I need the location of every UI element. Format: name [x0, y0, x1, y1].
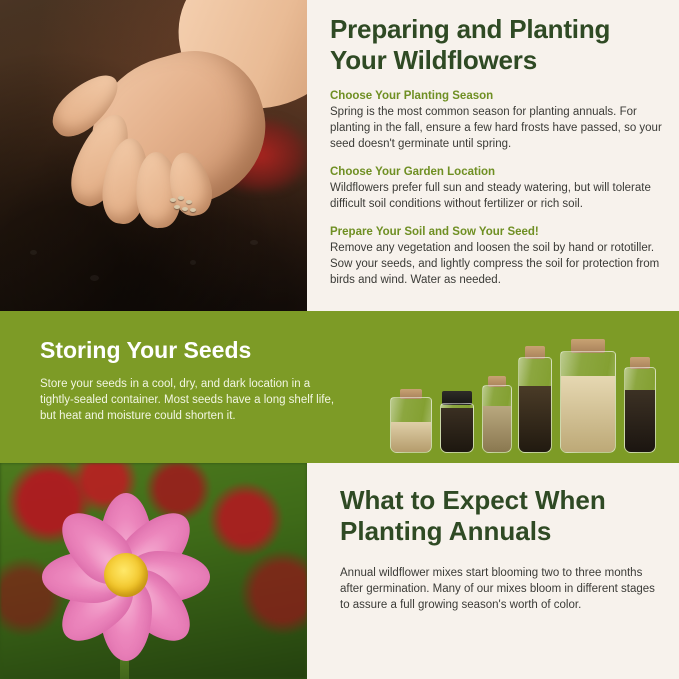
body-prepare-soil: Remove any vegetation and loosen the soil by hand or rototiller. Sow your seeds, and lightly compress the soil for protection from birds and wind. Water as needed.	[330, 242, 660, 286]
seeds-in-hand	[168, 196, 198, 220]
image-seed-jars	[378, 325, 664, 453]
jar-black-lid	[440, 393, 474, 453]
jar-contents	[561, 376, 615, 452]
storing-body: Store your seeds in a cool, dry, and dark location in a tightly-sealed container. Most seeds have a long shelf life, but heat and moisture could shorten it.	[40, 378, 335, 422]
body-planting-season: Spring is the most common season for planting annuals. For planting in the fall, ensure a few hard frosts have passed, so your seed doesn't germinate until spring.	[330, 106, 662, 150]
section-preparing-planting	[0, 0, 679, 311]
preparing-text-column	[330, 14, 664, 288]
jar-contents	[483, 406, 511, 452]
soil-speck	[30, 250, 37, 255]
body-garden-location: Wildflowers prefer full sun and steady watering, but will tolerate difficult soil conditions without fertilizer or rich soil.	[330, 182, 651, 210]
jar-small-cork	[390, 391, 432, 453]
expect-body: Annual wildflower mixes start blooming two to three months after germination. Many of our mixes bloom in different stages to assure a full growing season's worth of color.	[340, 567, 655, 611]
section-what-to-expect	[0, 463, 679, 679]
jar-glass	[624, 367, 656, 453]
soil-speck	[90, 275, 99, 281]
jar-tall-thin	[482, 377, 512, 453]
subheading-garden-location: Choose Your Garden Location	[330, 166, 496, 178]
jar-wide-pale-seeds	[560, 341, 616, 453]
jar-contents	[519, 386, 551, 452]
soil-speck	[190, 260, 196, 265]
jar-glass	[482, 385, 512, 453]
subheading-prepare-soil: Prepare Your Soil and Sow Your Seed!	[330, 226, 539, 238]
expect-title: What to Expect When Planting Annuals	[340, 485, 606, 546]
image-pink-cosmos-flower	[0, 463, 307, 679]
section-storing-seeds	[0, 311, 679, 463]
jar-narrow-dark	[624, 357, 656, 453]
preparing-title: Preparing and Planting Your Wildflowers	[330, 14, 611, 75]
cosmos-flower	[18, 491, 234, 659]
jar-contents	[441, 408, 473, 452]
storing-title: Storing Your Seeds	[40, 337, 252, 363]
jar-glass	[440, 403, 474, 453]
storing-text-column	[40, 337, 340, 424]
jar-contents	[625, 390, 655, 452]
flower-center	[104, 553, 148, 597]
image-hand-sowing-seeds	[0, 0, 307, 311]
jar-contents	[391, 422, 431, 452]
subheading-planting-season: Choose Your Planting Season	[330, 90, 494, 102]
jar-glass	[518, 357, 552, 453]
jar-tall-dark-seeds	[518, 347, 552, 453]
soil-speck	[250, 240, 258, 245]
expect-text-column	[340, 485, 662, 613]
jar-glass	[560, 351, 616, 453]
jar-glass	[390, 397, 432, 453]
